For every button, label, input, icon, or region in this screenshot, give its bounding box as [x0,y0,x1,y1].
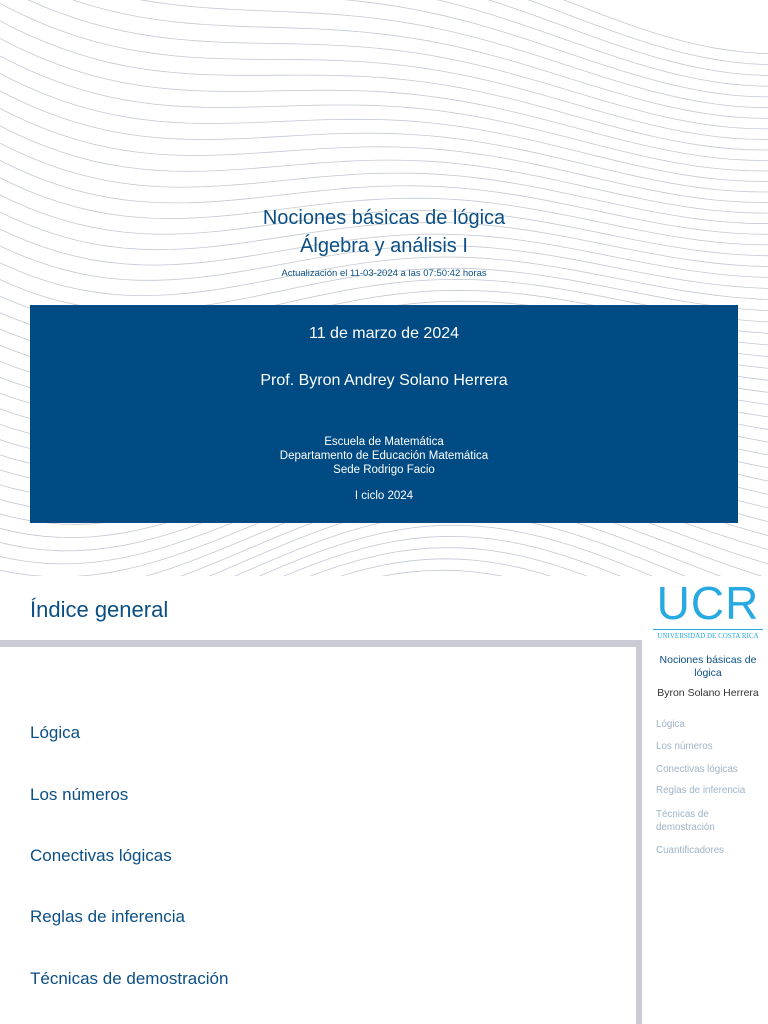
toc-item-los-numeros[interactable]: Los números [30,785,129,804]
sidebar-title: Nociones básicas de lógica [659,654,757,679]
sidebar-item-los-numeros[interactable]: Los números [656,741,713,752]
author-name: Prof. Byron Andrey Solano Herrera [260,372,508,389]
wave-line [0,98,768,203]
institution-block [30,435,738,477]
wave-line [0,525,768,576]
index-title: Índice general [30,597,169,622]
presentation-title: Nociones básicas de lógica [262,207,506,229]
sidebar-item-conectivas-logicas[interactable]: Conectivas lógicas [656,764,738,775]
ucr-logo-text: UCR [656,577,760,629]
sidebar-item-tecnicas-de-demostracion[interactable]: Técnicas de demostración [656,809,715,833]
ucr-logo-rule [653,629,763,630]
institution-school: Escuela de Matemática [324,436,444,448]
sidebar-author: Byron Solano Herrera [657,687,759,699]
sidebar-item-reglas-de-inferencia[interactable]: Reglas de inferencia [656,785,746,796]
wave-line [0,0,768,139]
wave-line [0,0,768,86]
academic-cycle: I ciclo 2024 [354,490,414,502]
update-timestamp: Actualización el 11-03-2024 a las 07:50:42 horas [281,268,487,279]
wave-line [0,63,768,182]
wave-line [0,536,768,576]
sidebar-item-cuantificadores[interactable]: Cuantificadores [656,845,725,856]
institution-department: Departamento de Educación Matemática [279,450,489,462]
wave-line [0,0,768,97]
toc-item-tecnicas-de-demostracion[interactable]: Técnicas de demostración [30,969,229,988]
wave-line [0,0,768,108]
sidebar [648,576,768,1024]
presentation-date: 11 de marzo de 2024 [308,325,460,342]
wave-line [0,28,768,161]
toc-item-reglas-de-inferencia[interactable]: Reglas de inferencia [30,907,185,926]
ucr-logo [651,578,765,640]
info-box [30,305,738,523]
toc-item-conectivas-logicas[interactable]: Conectivas lógicas [30,846,172,865]
frame-right-bar [636,640,642,1024]
wave-line [0,514,768,576]
index-slide [0,576,768,1024]
ucr-logo-subtext: UNIVERSIDAD DE COSTA RICA [657,632,759,640]
wave-line [0,559,768,576]
presentation-subtitle: Álgebra y análisis I [300,235,468,257]
wave-line [0,0,768,118]
institution-campus: Sede Rodrigo Facio [333,464,435,476]
wave-line [0,0,768,54]
frame-top-bar [0,640,642,647]
sidebar-item-logica[interactable]: Lógica [656,719,685,730]
toc-item-logica[interactable]: Lógica [30,723,81,742]
